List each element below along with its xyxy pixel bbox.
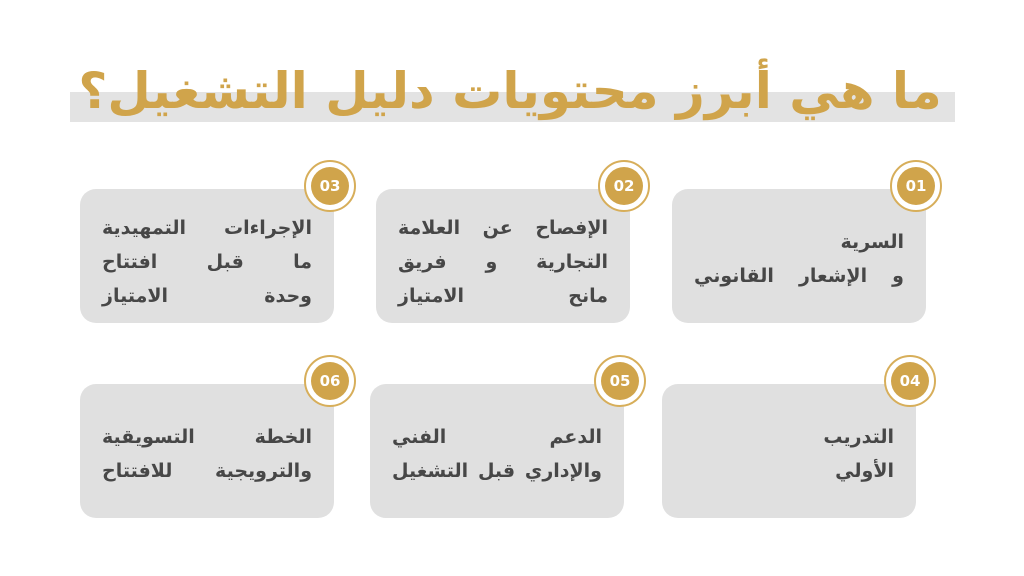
card-line: التجارية و فريق	[398, 251, 608, 273]
badge-ring	[884, 355, 936, 407]
card-line: الإجراءات التمهيدية	[102, 217, 312, 239]
card-preliminary-procedures	[80, 189, 334, 323]
card-confidentiality	[672, 189, 926, 323]
card-number-badge: 03	[311, 167, 349, 205]
badge-ring	[304, 355, 356, 407]
card-number-badge: 02	[605, 167, 643, 205]
card-line: الدعم الفني	[392, 426, 602, 448]
card-marketing-plan	[80, 384, 334, 518]
card-number-badge: 01	[897, 167, 935, 205]
card-number-badge: 06	[311, 362, 349, 400]
card-line: مانح الامتياز	[398, 285, 608, 307]
card-line: و الإشعار القانوني	[694, 265, 904, 287]
card-line: والإداري قبل التشغيل	[392, 460, 602, 482]
card-line: ما قبل افتتاح	[102, 251, 312, 273]
card-text	[694, 211, 904, 293]
card-number-badge: 05	[601, 362, 639, 400]
badge-ring	[598, 160, 650, 212]
badge-ring	[304, 160, 356, 212]
card-brand-disclosure	[376, 189, 630, 323]
card-line: والترويجية للافتتاح	[102, 460, 312, 482]
card-line: السرية	[840, 231, 904, 253]
card-technical-support	[370, 384, 624, 518]
page-title: ما هي أبرز محتويات دليل التشغيل؟	[78, 62, 942, 120]
card-line: الإفصاح عن العلامة	[398, 217, 608, 239]
card-line: الأولي	[835, 460, 894, 482]
card-line: وحدة الامتياز	[102, 285, 312, 307]
card-number-badge: 04	[891, 362, 929, 400]
card-line: الخطة التسويقية	[102, 426, 312, 448]
card-text	[684, 406, 894, 488]
card-text	[398, 211, 608, 313]
card-line: التدريب	[823, 426, 894, 448]
badge-ring	[890, 160, 942, 212]
card-initial-training	[662, 384, 916, 518]
card-text	[392, 406, 602, 488]
badge-ring	[594, 355, 646, 407]
card-text	[102, 406, 312, 488]
card-text	[102, 211, 312, 313]
